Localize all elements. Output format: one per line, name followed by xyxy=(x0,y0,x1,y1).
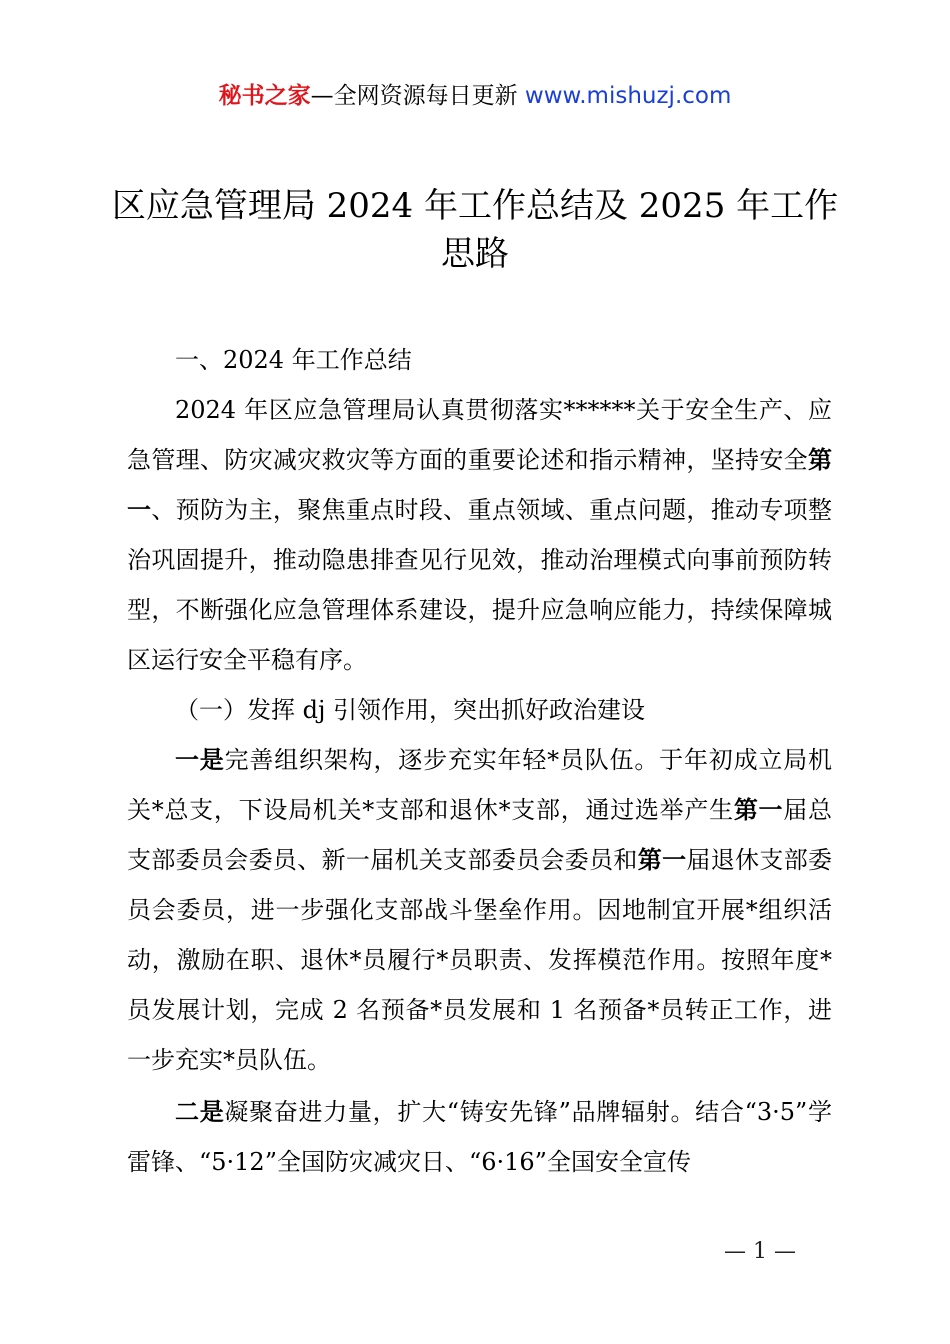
paragraph-summary xyxy=(127,385,832,685)
paragraph-text: 、预防为主，聚焦重点时段、重点领域、重点问题，推动专项整治巩固提升，推动隐患排查见行见效，推动治理模式向事前预防转型，不断强化应急管理体系建设，提升应急响应能力，持续保障城区运行安全平稳有序。 xyxy=(127,496,833,674)
document-title xyxy=(110,182,840,278)
paragraph-text: 完善组织架构，逐步充实年轻*员队伍。于年初成立局机关*总支，下设局机关*支部和退休*支部，通过选举产生 xyxy=(127,746,833,824)
paragraph-organization xyxy=(127,735,832,1085)
header-tagline: —全网资源每日更新 xyxy=(310,83,518,109)
paragraph-text: 届总支部委员会委员、新一届机关支部委员会委员和 xyxy=(127,796,833,874)
bold-emphasis: 第一 xyxy=(637,845,687,874)
bold-lead: 二是 xyxy=(175,1097,225,1126)
section-heading: 一、2024 年工作总结 xyxy=(175,346,412,374)
paragraph-text: 凝聚奋进力量，扩大“铸安先锋”品牌辐射。结合“3·5”学雷锋、“5·12”全国防灾减灾日、“6·16”全国安全宣传 xyxy=(127,1098,832,1176)
site-header xyxy=(0,80,950,112)
bold-emphasis: 第一 xyxy=(733,795,784,824)
document-body xyxy=(127,335,832,1187)
site-url-link[interactable]: www.mishuzj.com xyxy=(524,83,732,109)
paragraph-brand xyxy=(127,1087,832,1187)
subsection-heading: （一）发挥 dj 引领作用，突出抓好政治建设 xyxy=(175,696,646,724)
bold-lead: 一是 xyxy=(175,745,225,774)
title-line-1: 区应急管理局 2024 年工作总结及 2025 年工作 xyxy=(111,186,839,226)
bold-emphasis: 第一 xyxy=(127,445,832,524)
paragraph-text: 届退休支部委员会委员，进一步强化支部战斗堡垒作用。因地制宜开展*组织活动，激励在职、退休*员履行*员职责、发挥模范作用。按照年度*员发展计划，完成 2 名预备*员发展和 1 名预备*员转正工作，进一步充实*员队伍。 xyxy=(127,846,833,1074)
title-line-2: 思路 xyxy=(441,234,509,274)
paragraph-text: 2024 年区应急管理局认真贯彻落实******关于安全生产、应急管理、防灾减灾救灾等方面的重要论述和指示精神，坚持安全 xyxy=(127,396,832,474)
brand-name: 秘书之家 xyxy=(218,83,311,109)
page-number: — 1 — xyxy=(724,1239,796,1264)
